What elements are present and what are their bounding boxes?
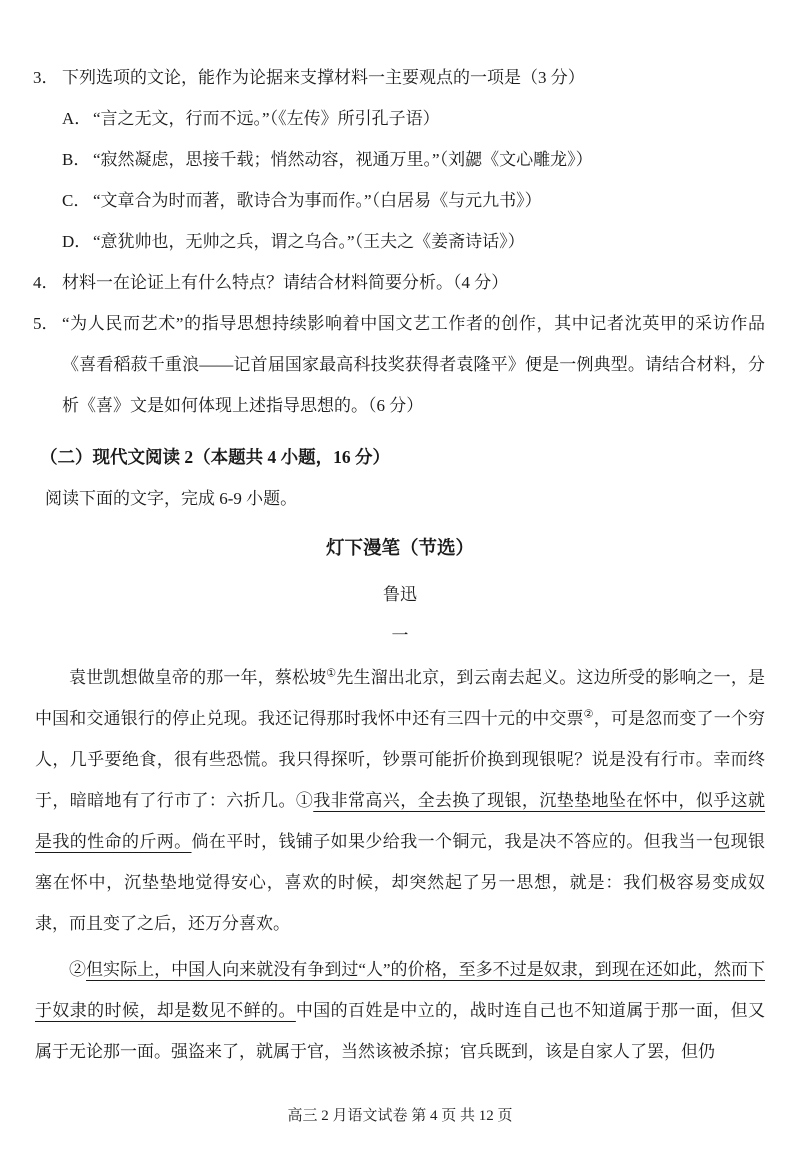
- option-d-label: D．: [62, 232, 92, 251]
- footnote-ref-marker: ①: [326, 667, 337, 680]
- passage-author: 鲁迅: [383, 585, 417, 604]
- question-4-number: 4．: [33, 273, 59, 292]
- option-c-text: “文章合为时而著，歌诗合为事而作。”（白居易《与元九书》）: [93, 191, 542, 210]
- question-3-option-d: [62, 221, 765, 262]
- passage-text-run: 倘在平时，钱铺子如果少给我一个铜元，我是决不答应的。但我当一包现银塞在怀中，沉垫垫地觉得安心，喜欢的时候，却突然起了另一思想，就是：我们极容易变成奴隶，而且变了之后，还万分喜欢。: [35, 832, 766, 933]
- underlined-sentence: 我非常高兴，全去换了现银，沉垫垫地坠在怀中，似乎这就是我的性命的斤两。: [35, 791, 766, 851]
- option-a-text: “言之无文，行而不远。”（《左传》所引孔子语）: [93, 109, 440, 128]
- passage-part-number: 一: [391, 626, 409, 645]
- passage-text-run: 先生溜出北京，到云南去起义。这边所受的影响之一，是中国和交通银行的停止兑现。我还记得那时我怀中还有三四十元的中交票: [35, 668, 765, 728]
- question-5-stem: “为人民而艺术”的指导思想持续影响着中国文艺工作者的创作，其中记者沈英甲的采访作品《喜看稻菽千重浪——记首届国家最高科技奖获得者袁隆平》便是一例典型。请结合材料，分析《喜》文是如何体现上述指导思想的。（6 分）: [62, 314, 765, 415]
- question-3-option-b: [62, 139, 765, 180]
- option-b-label: B．: [62, 150, 91, 169]
- question-3-number: 3．: [33, 68, 59, 87]
- section-heading: （二）现代文阅读 2（本题共 4 小题，16 分）: [40, 447, 390, 467]
- reading-instruction: 阅读下面的文字，完成 6-9 小题。: [45, 489, 298, 508]
- option-a-label: A．: [62, 109, 92, 128]
- passage-text-run: 中国的百姓是中立的，战时连自己也不知道属于那一面，但又属于无论那一面。强盗来了，就属于官，当然该被杀掠；官兵既到，该是自家人了罢，但仍: [35, 1001, 766, 1061]
- passage-text-run: 袁世凯想做皇帝的那一年，蔡松坡: [69, 668, 327, 687]
- question-4: [33, 262, 765, 303]
- passage-paragraph-2: [35, 949, 765, 1072]
- option-c-label: C．: [62, 191, 91, 210]
- question-3-option-c: [62, 180, 765, 221]
- option-b-text: “寂然凝虑，思接千载；悄然动容，视通万里。”（刘勰《文心雕龙》）: [93, 150, 593, 169]
- question-5: [33, 303, 765, 426]
- question-3-stem: 下列选项的文论，能作为论据来支撑材料一主要观点的一项是（3 分）: [62, 68, 585, 87]
- passage-paragraph-1: [35, 657, 765, 944]
- question-5-number: 5．: [33, 314, 59, 333]
- sentence-number-marker: ①: [295, 791, 314, 810]
- question-3: [33, 57, 765, 98]
- question-3-option-a: [62, 98, 765, 139]
- passage-text-run: ，可是忽而变了一个穷人，几乎要绝食，很有些恐慌。我只得探听，钞票可能折价换到现银呢？说是没有行市。幸而终于，暗暗地有了行市了：六折几。: [35, 709, 765, 810]
- passage-title: 灯下漫笔（节选）: [325, 539, 474, 559]
- sentence-number-marker: ②: [69, 960, 87, 979]
- underlined-sentence: 但实际上，中国人向来就没有争到过“人”的价格，至多不过是奴隶，到现在还如此，然而下于奴隶的时候，却是数见不鲜的。: [35, 960, 766, 1020]
- question-4-stem: 材料一在论证上有什么特点？请结合材料简要分析。（4 分）: [62, 273, 509, 292]
- option-d-text: “意犹帅也，无帅之兵，谓之乌合。”（王夫之《姜斋诗话》）: [93, 232, 525, 251]
- page-footer: 高三 2 月语文试卷 第 4 页 共 12 页: [287, 1108, 513, 1124]
- footnote-ref-marker: ②: [583, 708, 594, 721]
